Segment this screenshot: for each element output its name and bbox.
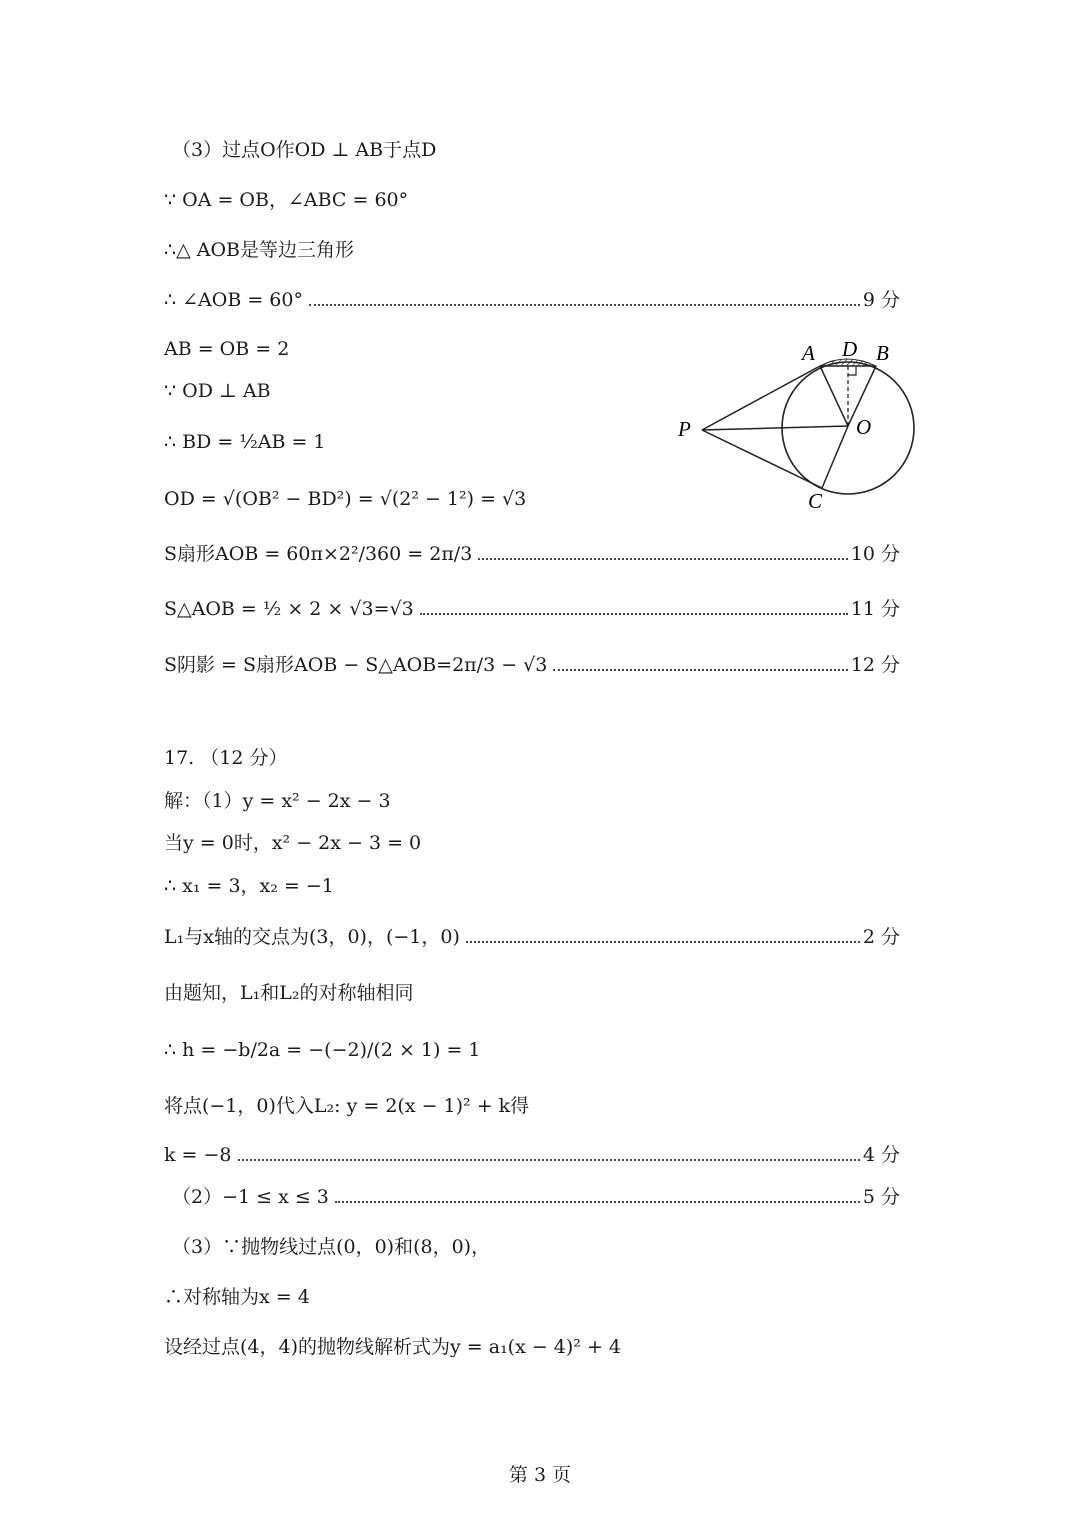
line-same-axis: 由题知，L₁和L₂的对称轴相同 (164, 982, 414, 1004)
score-5: 5 分 (862, 1186, 900, 1208)
label-p: P (678, 417, 691, 441)
line-text: S扇形AOB = 60π×2²/360 = 2π/3 (164, 543, 473, 565)
label-d: D (842, 337, 858, 361)
line-h-value: ∴ h = −b/2a = −(−2)/(2 × 1) = 1 (164, 1039, 481, 1061)
line-bd: ∴ BD = ½AB = 1 (164, 431, 326, 453)
line-text: L₁与x轴的交点为(3，0)，(−1，0) (164, 926, 460, 948)
segment-po (702, 426, 848, 430)
line-od-perp: ∵ OD ⊥ AB (164, 380, 271, 402)
page-footer: 第 3 页 (508, 1464, 572, 1486)
radius-oa (820, 366, 848, 426)
line-given: ∵ OA = OB，∠ABC = 60° (164, 189, 409, 211)
line-parabola-form: 设经过点(4，4)的抛物线解析式为y = a₁(x − 4)² + 4 (164, 1336, 622, 1358)
line-text: ∴ ∠AOB = 60° (164, 289, 303, 311)
score-10: 10 分 (850, 543, 900, 565)
radius-oc (822, 426, 848, 488)
line-problem-17: 17. （12 分） (164, 747, 288, 769)
line-step3-header: （3）过点O作OD ⊥ AB于点D (172, 139, 437, 161)
line-od-length: OD = √(OB² − BD²) = √(2² − 1²) = √3 (164, 488, 527, 510)
tangent-pa (702, 366, 820, 430)
line-part2 (172, 1183, 900, 1211)
line-sector-area (164, 540, 900, 568)
line-y-zero: 当y = 0时，x² − 2x − 3 = 0 (164, 832, 422, 854)
label-o: O (856, 415, 872, 439)
line-part3: （3）∵抛物线过点(0，0)和(8，0)， (172, 1236, 491, 1258)
tangent-pc (702, 430, 822, 488)
line-axis-x4: ∴对称轴为x = 4 (164, 1286, 310, 1308)
label-c: C (808, 489, 823, 513)
score-11: 11 分 (850, 598, 900, 620)
line-text: （2）−1 ≤ x ≤ 3 (172, 1186, 329, 1208)
line-solution-1: 解：（1）y = x² − 2x − 3 (164, 790, 391, 812)
line-text: S阴影 = S扇形AOB − S△AOB=2π/3 − √3 (164, 654, 548, 676)
line-roots: ∴ x₁ = 3，x₂ = −1 (164, 875, 334, 897)
line-text: k = −8 (164, 1144, 232, 1166)
line-triangle-area (164, 595, 900, 623)
line-text: S△AOB = ½ × 2 × √3=√3 (164, 598, 414, 620)
line-k-value (164, 1141, 900, 1169)
line-shaded-area (164, 651, 900, 679)
line-ab-ob: AB = OB = 2 (164, 338, 290, 360)
score-2: 2 分 (862, 926, 900, 948)
score-12: 12 分 (850, 654, 900, 676)
label-a: A (802, 341, 815, 365)
line-angle-aob (164, 286, 900, 314)
label-b: B (876, 341, 889, 365)
line-intersections (164, 923, 900, 951)
line-equilateral: ∴△ AOB是等边三角形 (164, 239, 355, 261)
line-substitute: 将点(−1，0)代入L₂: y = 2(x − 1)² + k得 (164, 1095, 530, 1117)
right-angle-mark (848, 366, 856, 375)
score-4: 4 分 (862, 1144, 900, 1166)
circle-tangent-figure (672, 336, 932, 520)
score-9: 9 分 (862, 289, 900, 311)
